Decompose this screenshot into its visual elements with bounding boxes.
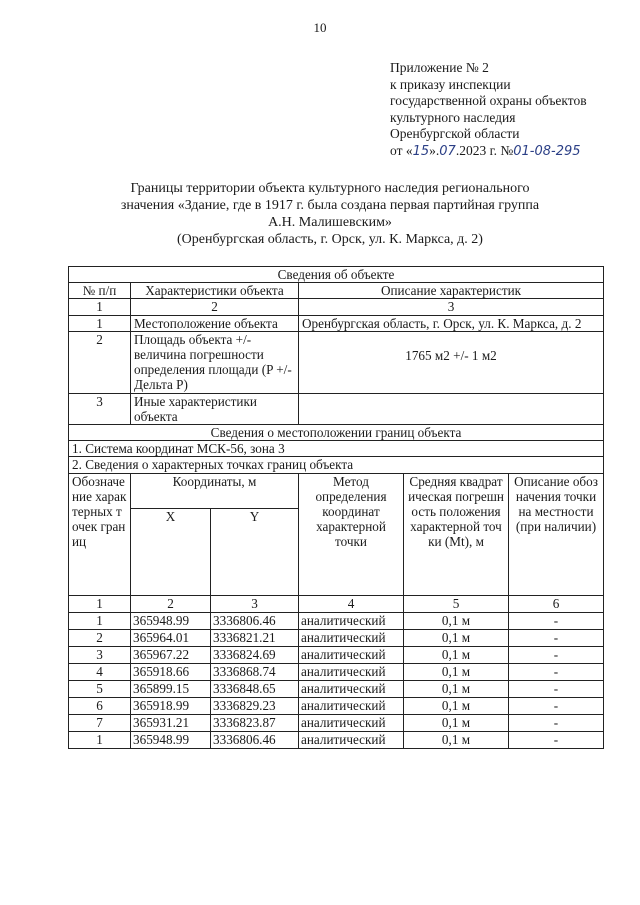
point-description: - [509, 680, 604, 697]
page-number: 10 [313, 20, 327, 35]
document-title [80, 180, 580, 248]
table-row [69, 697, 604, 714]
point-method: аналитический [299, 714, 404, 731]
handwritten-month: 07 [439, 143, 456, 159]
point-number: 4 [69, 663, 131, 680]
point-error: 0,1 м [404, 697, 509, 714]
table-row [69, 714, 604, 731]
col-header-method: Метод определения координат характерной точки [299, 473, 404, 595]
row-number: 3 [69, 393, 131, 424]
point-number: 5 [69, 680, 131, 697]
point-x: 365948.99 [131, 731, 211, 748]
point-method: аналитический [299, 646, 404, 663]
handwritten-day: 15 [412, 143, 430, 159]
point-description: - [509, 663, 604, 680]
point-x: 365948.99 [131, 612, 211, 629]
point-x: 365931.21 [131, 714, 211, 731]
column-index: 3 [299, 299, 604, 315]
appendix-line: Приложение № 2 [390, 60, 489, 75]
col-header-y: Y [211, 508, 299, 595]
col-header-description: Описание характеристик [299, 283, 604, 299]
point-y: 3336806.46 [211, 731, 299, 748]
point-error: 0,1 м [404, 680, 509, 697]
row-number: 2 [69, 331, 131, 393]
point-y: 3336821.21 [211, 629, 299, 646]
col-header-point-description: Описание обозначения точки на местности (при наличии) [509, 473, 604, 595]
point-error: 0,1 м [404, 629, 509, 646]
point-x: 365918.66 [131, 663, 211, 680]
point-x: 365964.01 [131, 629, 211, 646]
point-description: - [509, 731, 604, 748]
point-error: 0,1 м [404, 612, 509, 629]
row-number: 1 [69, 315, 131, 331]
coordinate-system: 1. Система координат МСК-56, зона 3 [69, 441, 604, 457]
col-header-x: X [131, 508, 211, 595]
appendix-block [390, 60, 587, 160]
title-address: (Оренбургская область, г. Орск, ул. К. Маркса, д. 2) [177, 232, 483, 247]
order-date-line [390, 143, 587, 161]
date-prefix: от « [390, 142, 413, 158]
col-header-point: Обозначение характерных точек границ [69, 473, 131, 595]
column-index: 2 [131, 595, 211, 612]
title-line: Границы территории объекта культурного наследия регионального [130, 181, 530, 196]
point-y: 3336823.87 [211, 714, 299, 731]
col-header-coordinates: Координаты, м [131, 473, 299, 508]
point-error: 0,1 м [404, 714, 509, 731]
point-error: 0,1 м [404, 731, 509, 748]
column-index: 1 [69, 299, 131, 315]
point-description: - [509, 646, 604, 663]
characteristic-location: Местоположение объекта [131, 315, 299, 331]
point-y: 3336868.74 [211, 663, 299, 680]
table-row [69, 629, 604, 646]
point-method: аналитический [299, 629, 404, 646]
title-line: значения «Здание, где в 1917 г. была создана первая партийная группа [120, 198, 540, 213]
point-x: 365899.15 [131, 680, 211, 697]
column-index: 2 [131, 299, 299, 315]
location-value: Оренбургская область, г. Орск, ул. К. Маркса, д. 2 [299, 315, 604, 331]
characteristic-other: Иные характеристики объекта [131, 393, 299, 424]
point-y: 3336824.69 [211, 646, 299, 663]
table-row [69, 315, 604, 331]
title-line: А.Н. Малишевским» [268, 215, 392, 230]
point-x: 365967.22 [131, 646, 211, 663]
appendix-line: к приказу инспекции [390, 76, 511, 92]
point-description: - [509, 714, 604, 731]
appendix-line: государственной охраны объектов [390, 93, 587, 108]
point-number: 2 [69, 629, 131, 646]
column-index: 5 [404, 595, 509, 612]
appendix-line: культурного наследия [390, 109, 516, 125]
point-method: аналитический [299, 697, 404, 714]
point-description: - [509, 697, 604, 714]
boundary-table [68, 266, 604, 749]
point-y: 3336806.46 [211, 612, 299, 629]
table-row [69, 331, 604, 393]
points-header: 2. Сведения о характерных точках границ объекта [69, 457, 604, 473]
column-index: 3 [211, 595, 299, 612]
point-y: 3336848.65 [211, 680, 299, 697]
point-number: 1 [69, 612, 131, 629]
area-value: 1765 м2 +/- 1 м2 [299, 331, 604, 393]
date-separator: ». [429, 142, 440, 158]
table-row [69, 612, 604, 629]
column-index: 6 [509, 595, 604, 612]
point-method: аналитический [299, 731, 404, 748]
col-header-number: № п/п [69, 283, 131, 299]
column-index: 1 [69, 595, 131, 612]
point-x: 365918.99 [131, 697, 211, 714]
point-description: - [509, 612, 604, 629]
table-row [69, 393, 604, 424]
table-row [69, 680, 604, 697]
col-header-characteristic: Характеристики объекта [131, 283, 299, 299]
handwritten-order-number: 01-08-295 [513, 143, 581, 159]
point-error: 0,1 м [404, 646, 509, 663]
point-number: 6 [69, 697, 131, 714]
point-error: 0,1 м [404, 663, 509, 680]
appendix-line: Оренбургской области [390, 126, 520, 141]
point-method: аналитический [299, 663, 404, 680]
column-index: 4 [299, 595, 404, 612]
table-row [69, 731, 604, 748]
table-row [69, 663, 604, 680]
date-year: .2023 г. № [455, 142, 514, 158]
other-value [299, 393, 604, 424]
characteristic-area: Площадь объекта +/- величина погрешности определения площади (P +/- Дельта P) [131, 331, 299, 393]
point-number: 3 [69, 646, 131, 663]
col-header-error: Средняя квадратическая погрешность положения характерной точки (Mt), м [404, 473, 509, 595]
boundary-info-header: Сведения о местоположении границ объекта [69, 425, 604, 441]
table-row [69, 646, 604, 663]
point-method: аналитический [299, 680, 404, 697]
object-info-header: Сведения об объекте [69, 267, 604, 283]
point-description: - [509, 629, 604, 646]
point-number: 1 [69, 731, 131, 748]
point-y: 3336829.23 [211, 697, 299, 714]
point-number: 7 [69, 714, 131, 731]
point-method: аналитический [299, 612, 404, 629]
